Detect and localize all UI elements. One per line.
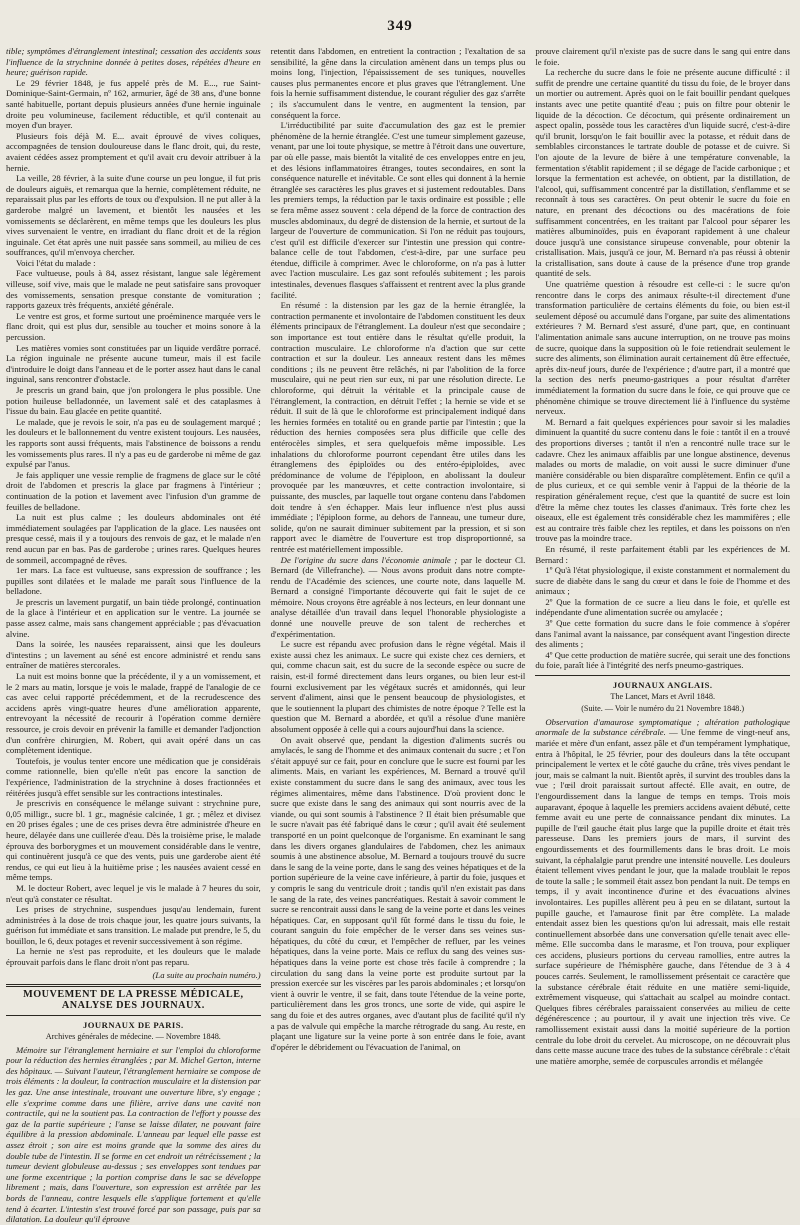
paragraph: retentit dans l'abdomen, en entretient la contraction ; l'exaltation de sa sensibilité, la gêne dans la circulation amènent dans un temps plus ou moins long, l'injection, l'épaississement de ses tuniques, nouvelles causes plus permanentes encore et plus graves que l'étranglement. Une fois la hernie suffisamment distendue, le courant régulier des gaz s'arrête ; ils s'accumulent dans le ventre, en augmentent la tension, par conséquent la force. [270, 46, 526, 120]
paragraph: Mémoire sur l'étranglement herniaire et sur l'emploi du chloroforme pour la réduction des hernies étranglées ; par M. Michel Gerton, interne des hôpitaux. — Suivant l'auteur, l'étranglement herniaire se compose de trois éléments : la douleur, la contraction musculaire et la distension par les gaz. Une anse intestinale, trouvant une ouverture libre, s'y engage ; elle s'exprime comme dans une filière, arrive dans une cavité non contractile, qui ne la soutient pas. La contraction de l'effort y pousse des gaz de la partie supérieure ; l'anse se laisse dilater, ne pouvant faire équilibre à la pression abdominale. L'anneau par lequel elle passe est assez étroit ; son aire est moins grande que la somme des aires du double tube de l'intestin. Il se forme en cet endroit un rétrécissement ; la tumeur devient globuleuse au-dessus ; ses enveloppes sont tendues par une forme excentrique ; la portion comprise dans le sac se développe librement ; mais, dans l'ouverture, son expression est arrêtée par les bords de l'anneau, contre lesquels elle s'applique fortement et qu'elle tend à écarter. L'intestin s'est trouvé forcé par son passage, puis par sa dilatation. La douleur qu'il éprouve [6, 1044, 261, 1225]
columns [6, 46, 791, 1225]
article-title: Observation d'amaurose symptomatique ; altération pathologique anormale de la substance cérébrale. [535, 716, 791, 738]
article-title: De l'origine du sucre dans l'économie animale ; [280, 554, 458, 565]
paragraph: M. le docteur Robert, avec lequel je vis le malade à 7 heures du soir, n'eut qu'à constater ce résultat. [6, 882, 261, 904]
paragraph: Plusieurs fois déjà M. E... avait éprouvé de vives coliques, accompagnées de tension douloureuse dans le flanc droit, qui, du reste, avaient cédées assez promptement et qu'il avait cru devoir attribuer à la hernie. [6, 130, 261, 173]
list-item: 1º Qu'à l'état physiologique, il existe constamment et normalement du sucre de diabète dans le sang du cœur et dans le foie de l'homme et des animaux ; [535, 565, 791, 597]
journal-heading: JOURNAUX ANGLAIS. [612, 680, 713, 691]
paragraph: Une quatrième question à résoudre est celle-ci : le sucre qu'on rencontre dans le corps des animaux résulte-t-il directement d'une transformation particulière de certains éléments du foie, ou bien est-il seulement déposé ou accumulé dans l'organe, par suite des alimentations extérieures ? M. Bernard s'est assuré, d'une part, que, en continuant l'alimentation animale sans aucune interruption, on ne trouve pas moins de sucre, quoique dans la supposition où le foie retiendrait seulement le sucre des aliments, son élimination aurait certainement dû être effectuée, après dix-neuf jours, durée de l'expérience ; d'autre part, il a montré que la section des nerfs pneumo-gastriques a pour résultat d'arrêter immédiatement la formation du sucre dans le foie, ce qui prouve que ce phénomène chimique se trouve directement lié à l'influence du système nerveux. [535, 279, 791, 417]
paragraph: Les prises de strychnine, suspendues jusqu'au lendemain, furent administrées à la dose de trois chaque jour, les quatre jours suivants, la guérison fut immédiate et sans transition. Le malade put prendre, le 5, du bouillon, le 6, deux potages et revenir successivement à son régime. [6, 904, 261, 946]
section-heading: MOUVEMENT DE LA PRESSE MÉDICALE, ANALYSE DES JOURNAUX. [23, 989, 244, 1011]
continued-note: (La suite au prochain numéro.) [152, 969, 261, 980]
paragraph-text: par le docteur Cl. Bernard (de Villefranche). — Nous avons produit dans notre compte-rendu de l'Académie des sciences, une courte note, dans laquelle M. Bernard a consigné l'importante découverte qui fait le sujet de ce mémoire. Nous croyons être agréable à nos lecteurs, en leur donnant une analyse détaillée d'un travail dans lequel l'honorable physiologiste a donné une nouvelle preuve de son talent de recherches et d'expérimentation. [270, 554, 526, 639]
paragraph: Toutefois, je voulus tenter encore une médication que je considérais comme rationnelle, bien qu'elle n'eût pas encore la sanction de l'expérience, l'administration de la strychnine à doses fractionnées et réitérées jusqu'à effet sensible sur les contractions intestinales. [6, 755, 261, 798]
paragraph: Face vultueuse, pouls à 84, assez résistant, langue sale légèrement villeuse, soif vive, mais que le malade ne peut satisfaire sans provoquer des vomissements, sensation presque constante de vomituration ; rapports gazeux très fréquents, anxiété générale. [6, 268, 261, 311]
paragraph: La recherche du sucre dans le foie ne présente aucune difficulté : il suffit de prendre une certaine quantité du tissu du foie, de le broyer dans un mortier ou autrement. Après quoi on le fait bouillir pendant quelques instants avec une petite quantité d'eau ; puis on filtre pour obtenir le liquide de la décoction. Ce décoctum, qui présente ordinairement un aspect opalin, possède tous les caractères d'un liquide sucré, c'est-à-dire qu'il brunit, lorsqu'on le fait bouillir avec la potasse, et réduit dans de semblables circonstances le tartrate double de potasse et de cuivre. Si l'on ajoute de la levure de bière à une température convenable, la fermentation s'établit rapidement ; il se dégage de l'acide carbonique ; et lorsque la fermentation est achevée, on obtient, par la distillation, de l'alcool, qui, suffisamment concentré par la distillation, s'enflamme et se reconnaît à tous ses caractères. On peut obtenir le sucre du foie en nature, en prenant des décoctions ou des macérations de foie suffisamment concentrées, en les traitant par l'alcool pour séparer les matières albuminoïdes, puis en évaporant rapidement à une chaleur douce jusqu'à une consistance sirupeuse convenable, pour obtenir la cristallisation. Mais, jusqu'à ce jour, M. Bernard n'a pas réussi à obtenir la cristallisation, sans doute à cause de la présence d'une trop grande quantité de sels. [535, 67, 791, 279]
paragraph: M. Bernard a fait quelques expériences pour savoir si les maladies diminuent la quantité du sucre contenu dans le foie : tantôt il en a trouvé des proportions diverses ; tantôt il n'en a rencontré nulle trace sur le cadavre. Chez les animaux affaiblis par une longue abstinence, devenus malades ou morts de maladie, on voit aussi le sucre diminuer d'une manière considérable ou bien disparaître complètement. Enfin ce qu'il a de plus curieux, et ce qui semble venir à l'appui de la théorie de la respiration généralement reçue, c'est que la quantité de sucre est loin d'être la même chez toutes les classes d'animaux. Très forte chez les oiseaux, elle est également très considérable chez les mammifères ; elle est au contraire très faible chez les reptiles, et dans les poissons on n'en trouve pas la moindre trace. [535, 416, 791, 544]
paragraph: Le sucre est répandu avec profusion dans le règne végétal. Mais il existe aussi chez les animaux. Le sucre qui existe chez ces derniers, et qui, comme chacun sait, est du sucre de la seconde espèce ou sucre de raisin, est-il formé directement dans leurs organes, ou bien leur est-il fourni exclusivement par les végétaux sucrés et amidonnés, qui leur servent d'aliment, ainsi que le pensent beaucoup de physiologistes, et que le soutiennent la plupart des chimistes de notre époque ? Telle est la question que M. Bernard a abordée, et qu'il a résolue d'une manière absolument opposée à celle qui a cours aujourd'hui dans la science. [270, 639, 526, 734]
paragraph: Je prescris un grand bain, que j'on prolongera le plus possible. Une potion huileuse belladonnée, un lavement salé et des cataplasmes à l'issue du bain. Eau glacée en petite quantité. [6, 385, 261, 417]
page-number: 349 [387, 18, 413, 34]
section-divider [6, 984, 261, 987]
list-item: 3º Que cette formation du sucre dans le foie commence à s'opérer dans l'animal avant la naissance, par conséquent avant l'ingestion directe des aliments ; [535, 618, 791, 650]
column-3 [535, 46, 790, 1118]
paragraph: Je fais appliquer une vessie remplie de fragmens de glace sur le côté droit de l'abdomen et prescris la glace par fragmens à l'intérieur ; continuation de la potion et lavement avec l'infusion d'un gramme de feuilles de belladone. [6, 469, 261, 512]
paragraph-text: — Une femme de vingt-neuf ans, mariée et mère d'un enfant, assez pâle et d'un tempérament lymphatique, entra à l'hôpital, le 25 février, pour des douleurs dans la tête occupant principalement le vertex et le côté gauche du crâne, très vives pendant le jour, mais se calmant la nuit. Bientôt après, il survint des troubles dans la vue ; l'œil droit paraissait surtout affecté. Elle avait, en outre, de l'engourdissement dans la langue de temps en temps. Trois mois auparavant, époque à laquelle les premiers accidens avaient débuté, cette femme avait eu une perte de connaissance pendant dix minutes. La pupille de l'œil gauche était plus large que la pupille droite et était très paresseuse. Dans les premiers jours de mars, il survint des engourdissements et des fourmillements dans le bras droit. Le mois suivant, la céphalalgie parut prendre une intensité nouvelle. Les douleurs étaient tellement vives pendant le jour, que la malade troublait le repos de toute la salle ; le sommeil était assez bon pendant la nuit. De temps en temps, il y avait incontinence d'urine et des évacuations alvines involontaires. Les pupilles allèrent peu à peu en se dilatant, surtout la pupille gauche, et l'amaurose finit par être complète. La malade entendait assez bien les questions qu'on lui adressait, mais elle restait continuellement absorbée dans une conversation qu'elle tenait avec elle-même. Elle succomba dans le marasme, et l'on trouva, pour expliquer ces accidens, plusieurs portions du cerveau ramollies, entre autres la surface supérieure de l'hémisphère gauche, dans l'étendue de 3 à 4 pouces carrés. Seulement, le ramollissement présentait ce caractère que la substance cérébrale était réduite en une matière semi-liquide, extrêmement visqueuse, qui s'attachait au scalpel au moindre contact. Quelques fibres cérébrales paraissaient conservées au milieu de cette dégénérescence ; au pourtour, il y avait une injection très vive. Ce ramollissement existait aussi dans la moitié supérieure de la portion centrale du lobe droit du cervelet. Au microscope, on ne découvrait plus dans cette masse aucune trace des tubes de la substance cérébrale : c'était une matière amorphe, semée de corpuscules arrondis et mélangée [535, 727, 791, 1066]
paragraph: On avait observé que, pendant la digestion d'aliments sucrés ou amylacés, le sang de l'homme et des animaux contenait du sucre ; et l'on s'était appuyé sur ce fait, pour en conclure que le sucre est fourni par les aliments. Mais, en variant les expériences, M. Bernard a trouvé qu'il existe constamment du sucre dans le sang des animaux, avec tous les régimes alimentaires, même dans l'abstinence. D'où provient donc le sucre que existe dans le sang des animaux qui sont nourris avec de la viande, ou qui sont soumis à l'abstinence ? Il était bien présumable que le sucre n'avait pas été fabriqué dans le cœur ; qu'il avait été seulement transporté en un point quelconque de l'organisme. En examinant le sang dans les divers organes glandulaires de l'abdomen, chez les animaux soumis à une abstinence absolue, M. Bernard a toujours trouvé du sucre dans le sang de la veine porte, dans le sang des veines hépatiques et de la portion supérieure de la veine cave inférieure, à partir du foie, jusques et y compris le sang du ventricule droit ; tandis qu'il n'en existait pas dans le sang de la rate, des veines pancréatiques. Restait à savoir comment le sucre se rencontrait aussi dans le sang de la veine porte et dans les veines hépatiques. Car, en supposant qu'il fût formé dans le tissu du foie, le courant sanguin du foie empêcher de le verser dans ses veines sus-hépatiques, du côté du cœur, et l'empêcher de refluer, par les veines hépatiques, dans la veine porte. Mais ce reflux du sang des veines sus-hépatiques dans la veine porte est chose très facile à comprendre ; la circulation du sang dans la veine porte est produite surtout par la pression exercée sur les viscères par les parois abdominales ; et lorsqu'on vient à ouvrir le ventre, il se fait, dans toute l'étendue de la veine porte, particulièrement dans les gros troncs, une sorte de vide, qui aspire le sang du foie et des autres organes, avec d'autant plus de facilité qu'il n'y a pas de valvule qui empêche la marche rétrograde du sang. Au reste, en plaçant une ligature sur la veine porte à son entrée dans le foie, avant d'opérer le débridement ou l'évacuation de l'animal, on [270, 734, 526, 1052]
paragraph: La nuit est moins bonne que la précédente, il y a un vomissement, et le 2 mars au matin, lorsque je vois le malade, frappé de l'analogie de ce cas avec celui rapporté précédemment, et de la recrudescence des accidens après vingt-quatre heures d'une amélioration apparente, entrevoyant la nécessité de recourir à l'opération comme dernière ressource, je crois devoir en prévenir la famille et demander l'adjonction d'un confrère chirurgien, M. Robert, qui avait opéré dans un cas complètement identique. [6, 671, 261, 756]
paragraph: Voici l'état du malade : [16, 257, 96, 268]
paragraph: En résumé : la distension par les gaz de la hernie étranglée, la contraction permanente et involontaire de l'abdomen constituent les deux éléments principaux de l'étranglement. La douleur n'est que secondaire ; son importance est tout entière dans le résultat qu'elle produit, la contraction musculaire. Le chloroforme n'a d'action que sur cette contraction et sur la douleur. Les anneaux restent dans les mêmes conditions ; ils ne peuvent être relâchés, ni par l'abolition de la force musculaire, qui ne peut rien sur eux, ni par une résolution directe. Le chloroforme, qui détruit la véritable et la principale cause de l'étranglement, la contraction, en détruit l'effet ; la hernie se vide et se réduit. Il suit de là que le chloroforme est principalement indiqué dans les hernies formées en totalité ou en grande partie par l'intestin ; que la réduction des hernies composées sera plus difficile que celle des entérocèles simples, et sera quelquefois même impossible. Les inhalations du chloroforme pourront cependant être utiles dans les étranglemens des épiploïdes ou des entéro-épiploïdes, avec prédominance de volume de l'épiploon, en abolissant la douleur provoquée par les manœuvres, et cette contraction involontaire, si puissante, des muscles, par laquelle tout organe contenu dans l'abdomen doit tendre à s'en échapper. Mais leur influence n'est plus aussi immédiate ; l'épiploon forme, au dehors de l'anneau, une tumeur dure, solide, qu'on ne saurait diminuer subitement par la pression, et si son rapport avec le diamètre de l'ouverture est trop disproportionné, sa rentrée est matériellement impossible. [270, 300, 526, 554]
journal-continuation-note: (Suite. — Voir le numéro du 21 Novembre 1848.) [581, 704, 745, 714]
list-item: 4º Que cette production de matière sucrée, qui serait une des fonctions du foie, paraît liée à l'intégrité des nerfs pneumo-gastriques. [535, 649, 791, 671]
paragraph: Le ventre est gros, et forme surtout une proéminence marquée vers le flanc droit, qui est plus dur, sensible au toucher et moins sonore à la percussion. [6, 310, 261, 343]
paragraph: L'irréductibilité par suite d'accumulation des gaz est le premier phénomène de la hernie étranglée. C'est une tumeur simplement gazeuse, venant, par une loi toute physique, se mettre à l'étroit dans une ouverture, par où elle passe, mais bientôt la vitalité de ces enveloppes entre en jeu, et des lésions inflammatoires étranges, toutes secondaires, en sont la conséquence naturelle et inévitable. Ce sont elles qui donnent à la hernie étranglée ses caractères les plus graves et si justement redoutables. Dans les premiers temps, la réduction par le taxis ordinaire est possible ; elle se fera même assez souvent : cela dépend de la force de contraction des muscles abdominaux, du degré de distension de la hernie, et surtout de la largeur de l'ouverture de communication. Si l'on ne réduit pas toujours, c'est qu'il est difficile d'exercer sur l'intestin une pression qui contre-balance celle de tout l'abdomen, c'est-à-dire, par une surface peu étendue, difficile à comprimer. Avec le chloroforme, on n'a pas à lutter avec l'action musculaire. Les gaz sont refoulés subitement ; les parois intestinales, devenues flasques s'affaissent et rentrent avec la plus grande facilité. [270, 120, 526, 300]
divider [535, 675, 790, 676]
list-item: 2º Que la formation de ce sucre a lieu dans le foie, et qu'elle est indépendante d'une alimentation sucrée ou amylacée ; [535, 596, 791, 618]
paragraph: 1er mars. La face est vultueuse, sans expression de souffrance ; les pupilles sont dilatées et le malade me paraît sous l'influence de la belladone. [6, 565, 261, 597]
paragraph: Je prescris un lavement purgatif, un bain tiède prolongé, continuation de la glace à l'intérieur et en application sur le ventre. La journée se passe assez calme, mais sans changement appréciable ; pas d'évacuation alvine. [6, 596, 261, 639]
journal-heading: JOURNAUX DE PARIS. [82, 1020, 184, 1031]
paragraph: En résumé, il reste parfaitement établi par les expériences de M. Bernard : [535, 543, 791, 565]
paragraph: Dans la soirée, les nausées reparaissent, ainsi que les douleurs d'intestins ; un lavement au séné est encore administré et rendu sans entraîner de matières stercorales. [6, 639, 261, 671]
divider [6, 1015, 261, 1016]
paragraph [535, 717, 790, 1067]
paragraph: Le 29 février 1848, je fus appelé près de M. E..., rue Saint-Dominique-Saint-Germain, nº 162, armurier, âgé de 38 ans, d'une bonne santé habituelle, portant depuis plusieurs années d'une hernie inguinale droite peu volumineuse, facilement réductible, et qu'il contenait au moyen d'un brayer. [6, 77, 261, 131]
paragraph: Je prescrivis en conséquence le mélange suivant : strychnine pure, 0,05 milligr., sucre bl. 1 gr., magnésie calcinée, 1 gr. ; mêlez et divisez en 20 prises égales ; une de ces prises devra être administrée d'heure en heure, délayée dans une cuillerée d'eau. Dès la troisième prise, le malade éprouva des borborygmes et un mouvement considérable dans le ventre, qui continuèrent jusqu'à ce que des vents, puis une garderobe aient été rendus, ce qui eut lieu à la huitième prise ; les nausées avaient cessé en même temps. [6, 798, 261, 883]
journal-source: Archives générales de médecine. — Novembre 1848. [45, 1032, 221, 1042]
paragraph: Le malade, que je revois le soir, n'a pas eu de soulagement marqué ; les douleurs et le ballonnement du ventre existent toujours. Les nausées, les rapports sont aussi fréquents, mais l'abstinence de boissons a rendu les vomissements plus rares. Il n'y a pas eu de garderobe ni même de gaz expulsé par l'anus. [6, 416, 261, 470]
article-subtitle: tible; symptômes d'étranglement intestinal; cessation des accidents sous l'influence de la strychnine donnée à petites doses, répétées d'heure en heure; guérison rapide. [6, 46, 261, 78]
paragraph: prouve clairement qu'il n'existe pas de sucre dans le sang qui entre dans le foie. [535, 46, 791, 67]
column-2 [271, 46, 526, 1118]
paragraph: Les matières vomies sont constituées par un liquide verdâtre porracé. La région inguinale ne présente aucune tumeur, mais il est facile d'introduire le doigt dans l'anneau et de le porter assez haut dans le canal inguinal, sans rencontrer d'obstacle. [6, 342, 261, 385]
paragraph: La veille, 28 février, à la suite d'une course un peu longue, il fut pris de douleurs aiguës, et remarqua que la hernie, complètement réduite, ne reparaissait plus par les efforts de toux ou d'expulsion. Il ne put aller à la garderobe malgré un lavement, et bientôt les nausées et les vomissements se déclarèrent, en même temps que les douleurs les plus vives survenaient le ventre, en irradiant du flanc droit et de la région inguinale. Cet état après une nuit passée sans sommeil, au milieu de ces souffrances, qu'il m'envoya chercher. [6, 173, 261, 258]
paragraph: La hernie ne s'est pas reproduite, et les douleurs que le malade éprouvait parfois dans le flanc droit n'ont pas reparu. [6, 946, 261, 968]
paragraph: La nuit est plus calme ; les douleurs abdominales ont été immédiatement soulagées par l'application de la glace. Les nausées ont presque cessé, mais il y a toujours des renvois de gaz, et le malade n'en rend aucun par en bas. Pas de garderobe ; urines rares. Quelques heures de sommeil, accompagné de rêves. [6, 512, 261, 565]
journal-source: The Lancet, Mars et Avril 1848. [610, 691, 716, 701]
paragraph [271, 555, 526, 640]
column-1 [6, 46, 261, 1225]
